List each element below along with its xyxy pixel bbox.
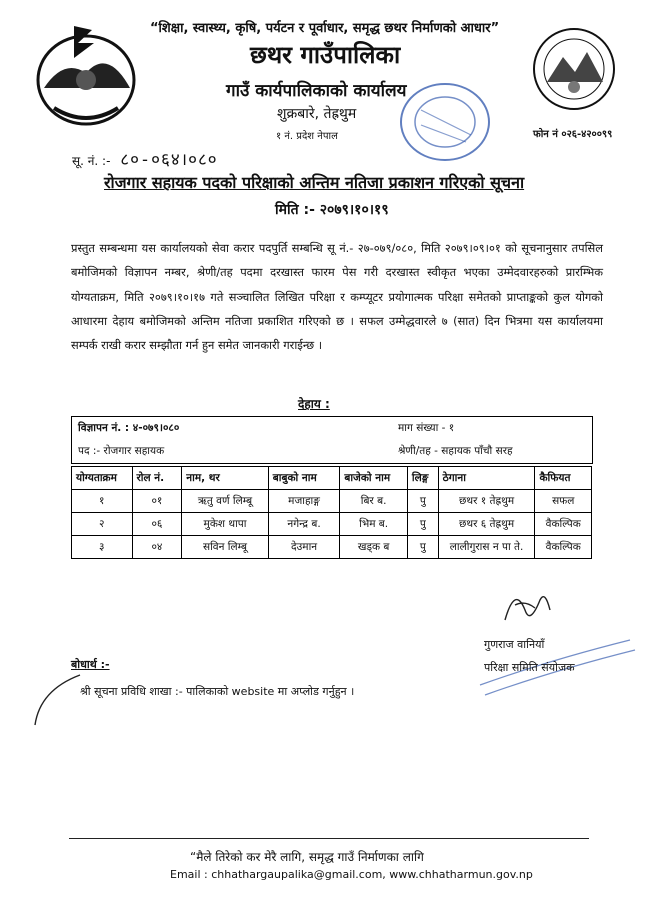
table-cell: बिर ब. xyxy=(340,490,408,513)
table-cell: नगेन्द्र ब. xyxy=(268,513,340,536)
vacancy-info-box xyxy=(71,416,593,464)
demand-count: माग संख्या - १ xyxy=(398,422,455,434)
notice-date: मिति :- २०७९।१०।१९ xyxy=(275,202,389,218)
table-cell: ऋतु वर्ण लिम्बू xyxy=(182,490,268,513)
table-cell: भिम ब. xyxy=(340,513,408,536)
table-row xyxy=(72,490,592,513)
dehay-heading: देहाय : xyxy=(298,397,330,411)
phone-number: फोन नं ०२६-४२००९९ xyxy=(533,129,613,140)
signer-role: परिक्षा समिति संयोजक xyxy=(484,661,575,674)
advertisement-number: विज्ञापन नं. : ४-०७९।०८० xyxy=(78,422,180,434)
table-header-cell: रोल नं. xyxy=(132,467,182,490)
org-name: छथर गाउँपालिका xyxy=(250,41,401,69)
table-header-cell: लिङ्ग xyxy=(407,467,438,490)
table-cell: ०१ xyxy=(132,490,182,513)
table-cell: देउमान xyxy=(268,536,340,559)
table-header-row xyxy=(72,467,592,490)
table-cell: वैकल्पिक xyxy=(535,536,592,559)
table-cell: पु xyxy=(407,536,438,559)
table-cell: छथर १ तेह्रथुम xyxy=(438,490,535,513)
table-cell: लालीगुरास न पा ते. xyxy=(438,536,535,559)
table-header-cell: कैफियत xyxy=(535,467,592,490)
municipality-logo xyxy=(525,27,623,111)
reference-label: सू. नं. :- xyxy=(72,154,111,168)
cc-line: श्री सूचना प्रविधि शाखा :- पालिकाको website मा अप्लोड गर्नुहुन । xyxy=(80,685,355,698)
table-cell: सविन लिम्बू xyxy=(182,536,268,559)
footer-divider xyxy=(69,838,589,839)
footer-motto: “मैले तिरेको कर मेरै लागि, समृद्ध गाउँ निर्माणका लागि xyxy=(190,850,424,864)
reference-number: ८०-०६४।०८० xyxy=(120,150,218,170)
table-header-cell: ठेगाना xyxy=(438,467,535,490)
table-cell: पु xyxy=(407,490,438,513)
office-name: गाउँ कार्यपालिकाको कार्यालय xyxy=(226,81,407,101)
post-level: श्रेणी/तह - सहायक पाँचौ सरह xyxy=(398,445,513,457)
table-cell: ०६ xyxy=(132,513,182,536)
table-header-cell: बाबुको नाम xyxy=(268,467,340,490)
table-row xyxy=(72,513,592,536)
table-cell: सफल xyxy=(535,490,592,513)
table-cell: वैकल्पिक xyxy=(535,513,592,536)
results-table xyxy=(71,466,592,559)
cc-heading: बोधार्थ :- xyxy=(71,658,110,671)
signature-mark xyxy=(495,580,565,630)
table-cell: छथर ६ तेह्रथुम xyxy=(438,513,535,536)
office-round-stamp xyxy=(396,80,494,164)
notice-title: रोजगार सहायक पदको परिक्षाको अन्तिम नतिजा प्रकाशन गरिएको सूचना xyxy=(104,173,525,192)
post-name: पद :- रोजगार सहायक xyxy=(78,445,165,457)
signer-name: गुणराज वानियाँ xyxy=(484,638,545,651)
notice-body: प्रस्तुत सम्बन्धमा यस कार्यालयको सेवा करार पदपुर्ति सम्बन्धि सू नं.- २७-०७९/०८०, मिति २०७९।०९।०१ को सूचनानुसार तपसिल बमोजिमको विज्ञापन नम्बर, श्रेणी/तह पदमा दरखास्त फारम पेस गरी दरखास्त स्वीकृत भएका उम्मेदवारहरुको प्रारम्भिक योग्यताक्रम, मिति २०७९।१०।१७ गते सञ्चालित लिखित परिक्षा र कम्प्यूटर प्रयोगात्मक परिक्षा समेतको प्राप्ताङ्कको कुल योगको आधारमा देहाय बमोजिमको अन्तिम नतिजा प्रकाशित गरिएको छ । सफल उम्मेद्धवारले ७ (सात) दिन भित्रमा यस कार्यालयमा सम्पर्क राखी करार सम्झौता गर्न हुन समेत जानकारी गराईन्छ । xyxy=(71,241,603,353)
table-cell: मजाहाङ्ग xyxy=(268,490,340,513)
reference-number-line xyxy=(72,147,218,170)
footer-contact: Email : chhathargaupalika@gmail.com, www.chhatharmun.gov.np xyxy=(170,868,533,881)
table-cell: १ xyxy=(72,490,133,513)
province-line: १ नं. प्रदेश नेपाल xyxy=(276,131,338,142)
table-cell: ०४ xyxy=(132,536,182,559)
table-cell: पु xyxy=(407,513,438,536)
table-header-cell: बाजेको नाम xyxy=(340,467,408,490)
table-cell: मुकेश थापा xyxy=(182,513,268,536)
header-motto: “शिक्षा, स्वास्थ्य, कृषि, पर्यटन र पूर्वाधार, समृद्ध छथर निर्माणको आधार” xyxy=(150,21,500,36)
table-header-cell: योग्यताक्रम xyxy=(72,467,133,490)
table-cell: खड्क ब xyxy=(340,536,408,559)
office-location: शुक्रबारे, तेह्रथुम xyxy=(277,106,357,122)
nepal-emblem-logo xyxy=(34,18,138,128)
table-header-cell: नाम, थर xyxy=(182,467,268,490)
table-cell: २ xyxy=(72,513,133,536)
table-row xyxy=(72,536,592,559)
table-cell: ३ xyxy=(72,536,133,559)
